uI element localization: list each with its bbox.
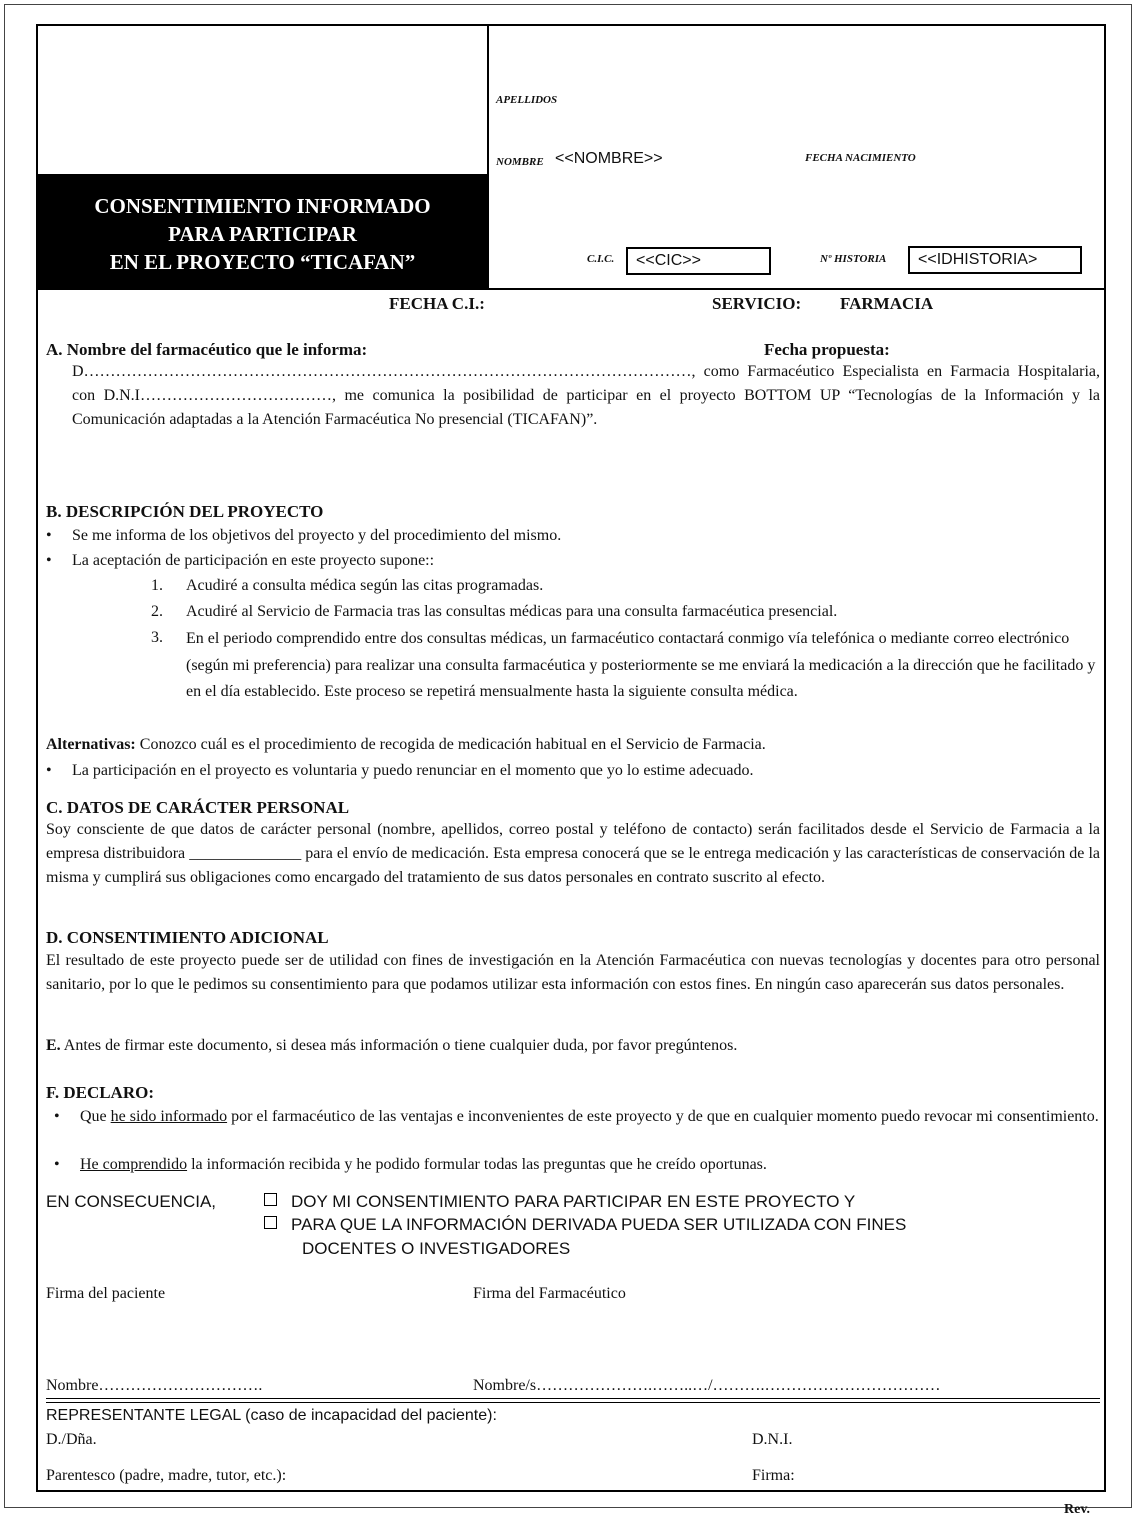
historia-field: <<IDHISTORIA> — [908, 246, 1082, 274]
nombre-label: NOMBRE — [496, 156, 544, 168]
firma-label: Firma: — [752, 1467, 795, 1484]
section-c-paragraph: Soy consciente de que datos de carácter personal (nombre, apellidos, correo postal y teléfono de contacto) serán facilitados desde el Servicio de Farmacia a la empresa distribuidora ______________ para el envío de medicación. Esta empresa conocerá que se le entrega medicación y las características de conservación de la misma y cumplirá sus obligaciones como encargado del tratamiento de sus datos personales en contrato suscrito al efecto. — [46, 821, 1100, 886]
servicio-label: SERVICIO: — [712, 294, 802, 313]
nombre-value: <<NOMBRE>> — [555, 150, 663, 167]
f2-post: la información recibida y he podido formular todas las preguntas que he creído oportunas. — [187, 1156, 767, 1173]
cic-label: C.I.C. — [587, 253, 615, 265]
section-f-heading: F. DECLARO: — [46, 1083, 154, 1102]
title-line-3: EN EL PROYECTO “TICAFAN” — [109, 250, 416, 274]
nombre-paciente-line: Nombre…………………………. — [46, 1377, 263, 1394]
section-e-line — [46, 1034, 737, 1058]
section-b-bullet-1: • Se me informa de los objetivos del proyecto y del procedimiento del mismo. — [72, 524, 561, 548]
consent-option-1[interactable] — [264, 1190, 855, 1214]
item-1-number: 1. — [151, 577, 163, 594]
section-a-paragraph: D……………………………………………………………………………………………………, como Farmacéutico Especialista en Farmacia Hospitalaria, con D.N.I………………………………, me comunica la posibilidad de participar en el proyecto BOTTOM UP “Tecnologías de la Información y la Comunicación adaptadas a la Atención Farmacéutica No presencial (TICAFAN)”. — [72, 363, 1100, 428]
dni-label: D.N.I. — [752, 1431, 793, 1448]
section-b-bullet-2: • La aceptación de participación en este proyecto supone:: — [72, 549, 434, 573]
divider-rule-1 — [46, 1398, 1100, 1399]
fecha-propuesta-label: Fecha propuesta: — [764, 340, 890, 359]
f1-underline: he sido informado — [110, 1108, 228, 1125]
alternativas-line — [46, 733, 766, 757]
section-f-bullet-2 — [80, 1153, 767, 1177]
representante-legal-heading: REPRESENTANTE LEGAL (caso de incapacidad del paciente): — [46, 1407, 497, 1424]
f1-post: por el farmacéutico de las ventajas e inconvenientes de este proyecto y de que en cualquier momento puedo revocar mi consentimiento. — [227, 1108, 1099, 1125]
nombre-farmaceutico-line: Nombre/s………………….……..…/……….…………………………… — [473, 1377, 941, 1394]
section-a-heading: A. Nombre del farmacéutico que le informa: — [46, 340, 368, 359]
consent-checkbox-1[interactable] — [264, 1193, 277, 1206]
consent-option-2-text: PARA QUE LA INFORMACIÓN DERIVADA PUEDA SER UTILIZADA CON FINES — [291, 1215, 907, 1234]
title-line-1: CONSENTIMIENTO INFORMADO — [94, 194, 431, 218]
patient-info-panel — [487, 26, 1106, 288]
rev-label: Rev. — [1064, 1502, 1091, 1517]
en-consecuencia-label: EN CONSECUENCIA, — [46, 1192, 217, 1211]
fecha-nacimiento-label: FECHA NACIMIENTO — [805, 152, 916, 164]
section-c-heading: C. DATOS DE CARÁCTER PERSONAL — [46, 798, 350, 817]
item-2-text: Acudiré al Servicio de Farmacia tras las consultas médicas para una consulta farmacéutica presencial. — [186, 603, 838, 620]
consent-checkbox-2[interactable] — [264, 1216, 277, 1229]
form-title — [38, 174, 487, 288]
alternativas-label: Alternativas: — [46, 736, 136, 753]
firma-paciente-label: Firma del paciente — [46, 1285, 166, 1302]
dona-label: D./Dña. — [46, 1431, 97, 1448]
servicio-value: FARMACIA — [840, 294, 934, 313]
firma-farmaceutico-label: Firma del Farmacéutico — [473, 1285, 626, 1302]
header-left-panel — [38, 26, 487, 288]
item-2-number: 2. — [151, 603, 163, 620]
historia-label: Nº HISTORIA — [820, 253, 887, 265]
section-e-text: Antes de firmar este documento, si desea más información o tiene cualquier duda, por favor pregúntenos. — [60, 1037, 738, 1054]
title-line-2: PARA PARTICIPAR — [168, 222, 357, 246]
section-d-heading: D. CONSENTIMIENTO ADICIONAL — [46, 928, 329, 947]
item-3-text: En el periodo comprendido entre dos consultas médicas, un farmacéutico contactará conmigo vía telefónica o mediante correo electrónico (según mi preferencia) para realizar una consulta farmacéutica y posteriormente se me enviará la medicación a la dirección que he facilitado y en el día establecido. Este proceso se repetirá mensualmente hasta la siguiente consulta médica. — [186, 630, 1096, 700]
f2-underline: He comprendido — [80, 1156, 188, 1173]
section-d-paragraph: El resultado de este proyecto puede ser de utilidad con fines de investigación en la Atención Farmacéutica con nuevas tecnologías y docentes para otro personal sanitario, por lo que le pedimos su consentimiento para que podamos utilizar esta información con estos fines. En ningún caso aparecerán sus datos personales. — [46, 952, 1100, 993]
cic-field: <<CIC>> — [626, 247, 771, 275]
section-b-heading: B. DESCRIPCIÓN DEL PROYECTO — [46, 502, 324, 521]
item-3-number: 3. — [151, 629, 163, 646]
alternativas-text: Conozco cuál es el procedimiento de recogida de medicación habitual en el Servicio de Farmacia. — [135, 736, 766, 753]
section-e-label: E. — [46, 1037, 61, 1054]
fecha-ci-label: FECHA C.I.: — [389, 294, 485, 313]
consent-option-1-text: DOY MI CONSENTIMIENTO PARA PARTICIPAR EN ESTE PROYECTO Y — [291, 1192, 856, 1211]
f1-pre: Que — [80, 1108, 111, 1125]
section-f-bullet-1 — [80, 1105, 1100, 1129]
apellidos-label: APELLIDOS — [496, 94, 558, 106]
consent-option-2-line-2: DOCENTES O INVESTIGADORES — [302, 1239, 571, 1258]
consent-option-2[interactable] — [264, 1213, 906, 1237]
item-1-text: Acudiré a consulta médica según las citas programadas. — [186, 577, 544, 594]
parentesco-label: Parentesco (padre, madre, tutor, etc.): — [46, 1467, 287, 1484]
form-header — [38, 26, 1104, 290]
divider-rule-2 — [46, 1402, 1100, 1403]
section-b-bullet-3: • La participación en el proyecto es voluntaria y puedo renunciar en el momento que yo lo estime adecuado. — [72, 759, 754, 783]
consent-form-page — [36, 24, 1106, 1517]
